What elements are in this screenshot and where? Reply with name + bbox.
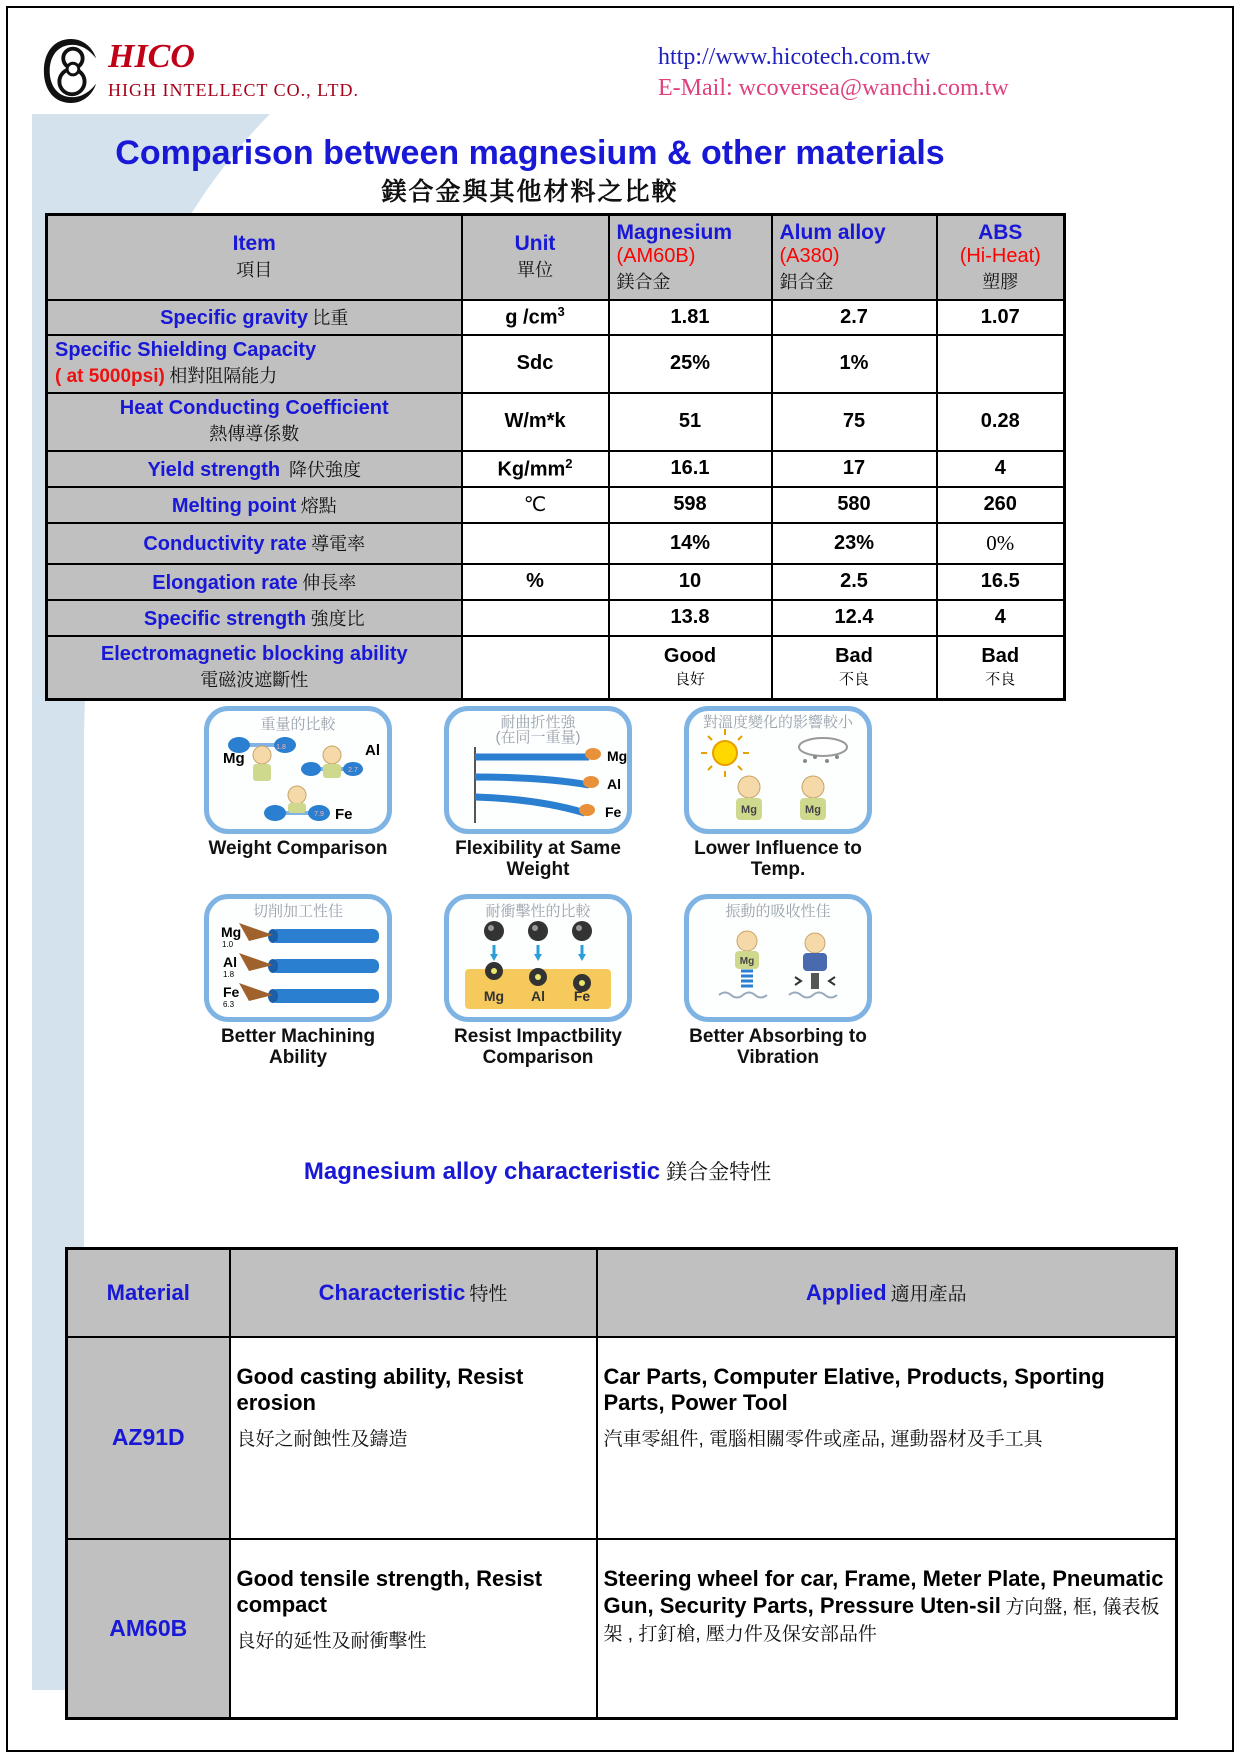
company-logo-title: HICO: [108, 38, 195, 75]
unit-cell: [462, 523, 609, 564]
svg-text:Al: Al: [365, 742, 380, 759]
svg-text:Fe: Fe: [573, 988, 591, 1004]
svg-text:Mg: Mg: [221, 924, 242, 940]
column-header-alum-alloy: Alum alloy (A380) 鋁合金: [772, 215, 937, 300]
unit-cell: Sdc: [462, 335, 609, 393]
value-cell: 0.28: [937, 393, 1065, 451]
value-cell: Good 良好: [609, 636, 772, 700]
table-row: [47, 600, 1065, 636]
value-cell: 23%: [772, 523, 937, 564]
row-label: Yield strength 降伏強度: [47, 451, 462, 487]
panel-caption: Flexibility at Same Weight: [455, 838, 621, 880]
flexibility-illustration: [449, 711, 627, 829]
panel-temperature: [658, 706, 898, 886]
applied-cell: Steering wheel for car, Frame, Meter Plate, Pneumatic Gun, Security Parts, Pressure Uten-sil 方向盤, 框, 儀表板架 , 打釘槍, 壓力件及保安部品件: [597, 1539, 1177, 1719]
table-row: [47, 636, 1065, 700]
svg-text:Al: Al: [223, 954, 237, 970]
value-cell: 4: [937, 600, 1065, 636]
column-header-applied: Applied 適用產品: [597, 1249, 1177, 1337]
svg-text:1.8: 1.8: [276, 744, 286, 751]
svg-text:Mg: Mg: [223, 750, 245, 767]
value-cell: Bad 不良: [772, 636, 937, 700]
row-label: Electromagnetic blocking ability 電磁波遮斷性: [47, 636, 462, 700]
row-label: Heat Conducting Coefficient 熱傳導係數: [47, 393, 462, 451]
hico-logo-icon: [40, 34, 102, 108]
svg-text:7.9: 7.9: [314, 811, 324, 818]
value-cell: 16.5: [937, 564, 1065, 600]
value-cell: 10: [609, 564, 772, 600]
value-cell: 4: [937, 451, 1065, 487]
contact-block: [658, 42, 1009, 104]
table-row: [47, 564, 1065, 600]
value-cell: Bad 不良: [937, 636, 1065, 700]
svg-text:2.7: 2.7: [348, 767, 358, 774]
value-cell: 1.81: [609, 300, 772, 335]
value-cell: 75: [772, 393, 937, 451]
email-link[interactable]: E-Mail: wcoversea@wanchi.com.tw: [658, 75, 1009, 101]
panel-caption: Better Machining Ability: [220, 1026, 376, 1068]
svg-text:重量的比較: 重量的比較: [260, 716, 336, 733]
column-header-material: Material: [67, 1249, 230, 1337]
unit-cell: $Kg/mm^2$: [462, 451, 609, 487]
value-cell: 2.7: [772, 300, 937, 335]
column-header-characteristic: Characteristic 特性: [230, 1249, 597, 1337]
table-row: [47, 523, 1065, 564]
column-header-magnesium: Magnesium (AM60B) 鎂合金: [609, 215, 772, 300]
svg-text:1.0: 1.0: [222, 940, 234, 949]
material-name: AZ91D: [67, 1337, 230, 1539]
value-cell: 13.8: [609, 600, 772, 636]
svg-text:Mg: Mg: [607, 748, 627, 764]
panel-caption: Better Absorbing to Vibration: [689, 1026, 867, 1068]
material-name: AM60B: [67, 1539, 230, 1719]
table-row: [47, 451, 1065, 487]
value-cell: 260: [937, 487, 1065, 523]
weight-comparison-illustration: [209, 711, 387, 829]
value-cell: 25%: [609, 335, 772, 393]
panel-machining: [178, 894, 418, 1074]
row-label: Specific strength 強度比: [47, 600, 462, 636]
machining-illustration: [209, 899, 387, 1017]
row-label: Specific Shielding Capacity ( at 5000psi) 相對阻隔能力: [47, 335, 462, 393]
svg-text:Fe: Fe: [223, 984, 240, 1000]
panel-impact: [418, 894, 658, 1074]
vibration-illustration: [689, 899, 867, 1017]
temperature-illustration: [689, 711, 867, 829]
company-name: HIGH INTELLECT CO., LTD.: [108, 80, 359, 100]
impact-illustration: [449, 899, 627, 1017]
unit-cell: ℃: [462, 487, 609, 523]
value-cell: 51: [609, 393, 772, 451]
website-link[interactable]: http://www.hicotech.com.tw: [658, 44, 931, 70]
panel-weight-comparison: [178, 706, 418, 886]
section-title: Magnesium alloy characteristic 鎂合金特性: [303, 1158, 772, 1185]
svg-text:Mg: Mg: [739, 956, 755, 967]
svg-text:Mg: Mg: [805, 804, 821, 816]
unit-cell: W/m*k: [462, 393, 609, 451]
column-header-unit: Unit 單位: [462, 215, 609, 300]
value-cell: [937, 335, 1065, 393]
unit-cell: [462, 600, 609, 636]
unit-cell: [462, 636, 609, 700]
value-cell: 0%: [937, 523, 1065, 564]
column-header-item: Item 項目: [47, 215, 462, 300]
row-label: Specific gravity 比重: [47, 300, 462, 335]
comparison-table: [45, 213, 1066, 701]
unit-cell: %: [462, 564, 609, 600]
table-row: [67, 1337, 1177, 1539]
svg-text:Fe: Fe: [335, 806, 353, 823]
value-cell: 598: [609, 487, 772, 523]
panel-vibration: [658, 894, 898, 1074]
table-row: [47, 487, 1065, 523]
panel-caption: Resist Impactbility Comparison: [454, 1026, 622, 1068]
svg-text:切削加工性佳: 切削加工性佳: [252, 903, 344, 920]
characteristic-cell: Good tensile strength, Resist compact 良好的延性及耐衝擊性: [230, 1539, 597, 1719]
panel-caption: Weight Comparison: [208, 838, 388, 859]
material-table: [65, 1247, 1178, 1720]
svg-text:Mg: Mg: [741, 804, 757, 816]
svg-text:耐衝擊性的比較: 耐衝擊性的比較: [485, 903, 591, 920]
svg-text:振動的吸收性佳: 振動的吸收性佳: [725, 903, 831, 920]
svg-text:6.3: 6.3: [223, 1000, 235, 1009]
unit-cell: g $/cm^3$: [462, 300, 609, 335]
illustration-grid: [178, 706, 898, 1074]
row-label: Conductivity rate 導電率: [47, 523, 462, 564]
value-cell: 14%: [609, 523, 772, 564]
table-row: [47, 300, 1065, 335]
svg-text:對溫度變化的影響較小: 對溫度變化的影響較小: [702, 714, 854, 731]
value-cell: 2.5: [772, 564, 937, 600]
svg-text:耐曲折性強: 耐曲折性強: [500, 714, 576, 731]
value-cell: 12.4: [772, 600, 937, 636]
svg-text:Al: Al: [607, 776, 621, 792]
svg-text:Al: Al: [531, 988, 545, 1004]
value-cell: 580: [772, 487, 937, 523]
svg-text:1.8: 1.8: [223, 970, 235, 979]
applied-cell: Car Parts, Computer Elative, Products, Sporting Parts, Power Tool 汽車零組件, 電腦相關零件或產品, 運動器材及手工具: [597, 1337, 1177, 1539]
row-label: Elongation rate 伸長率: [47, 564, 462, 600]
panel-flexibility: [418, 706, 658, 886]
svg-text:Fe: Fe: [605, 804, 622, 820]
characteristic-cell: Good casting ability, Resist erosion 良好之耐蝕性及鑄造: [230, 1337, 597, 1539]
table-row: [67, 1539, 1177, 1719]
page-header-logo: [40, 34, 359, 108]
svg-text:(在同一重量): (在同一重量): [495, 729, 581, 746]
page-title: Comparison between magnesium & other materials: [115, 134, 945, 172]
svg-text:Mg: Mg: [483, 988, 505, 1004]
column-header-abs: ABS (Hi-Heat) 塑膠: [937, 215, 1065, 300]
table-row: [47, 335, 1065, 393]
value-cell: 17: [772, 451, 937, 487]
value-cell: 1%: [772, 335, 937, 393]
page-title-chinese: 鎂合金與其他材料之比較: [381, 179, 679, 206]
table-row: [47, 393, 1065, 451]
panel-caption: Lower Influence to Temp.: [694, 838, 862, 880]
row-label: Melting point 熔點: [47, 487, 462, 523]
value-cell: 16.1: [609, 451, 772, 487]
value-cell: 1.07: [937, 300, 1065, 335]
